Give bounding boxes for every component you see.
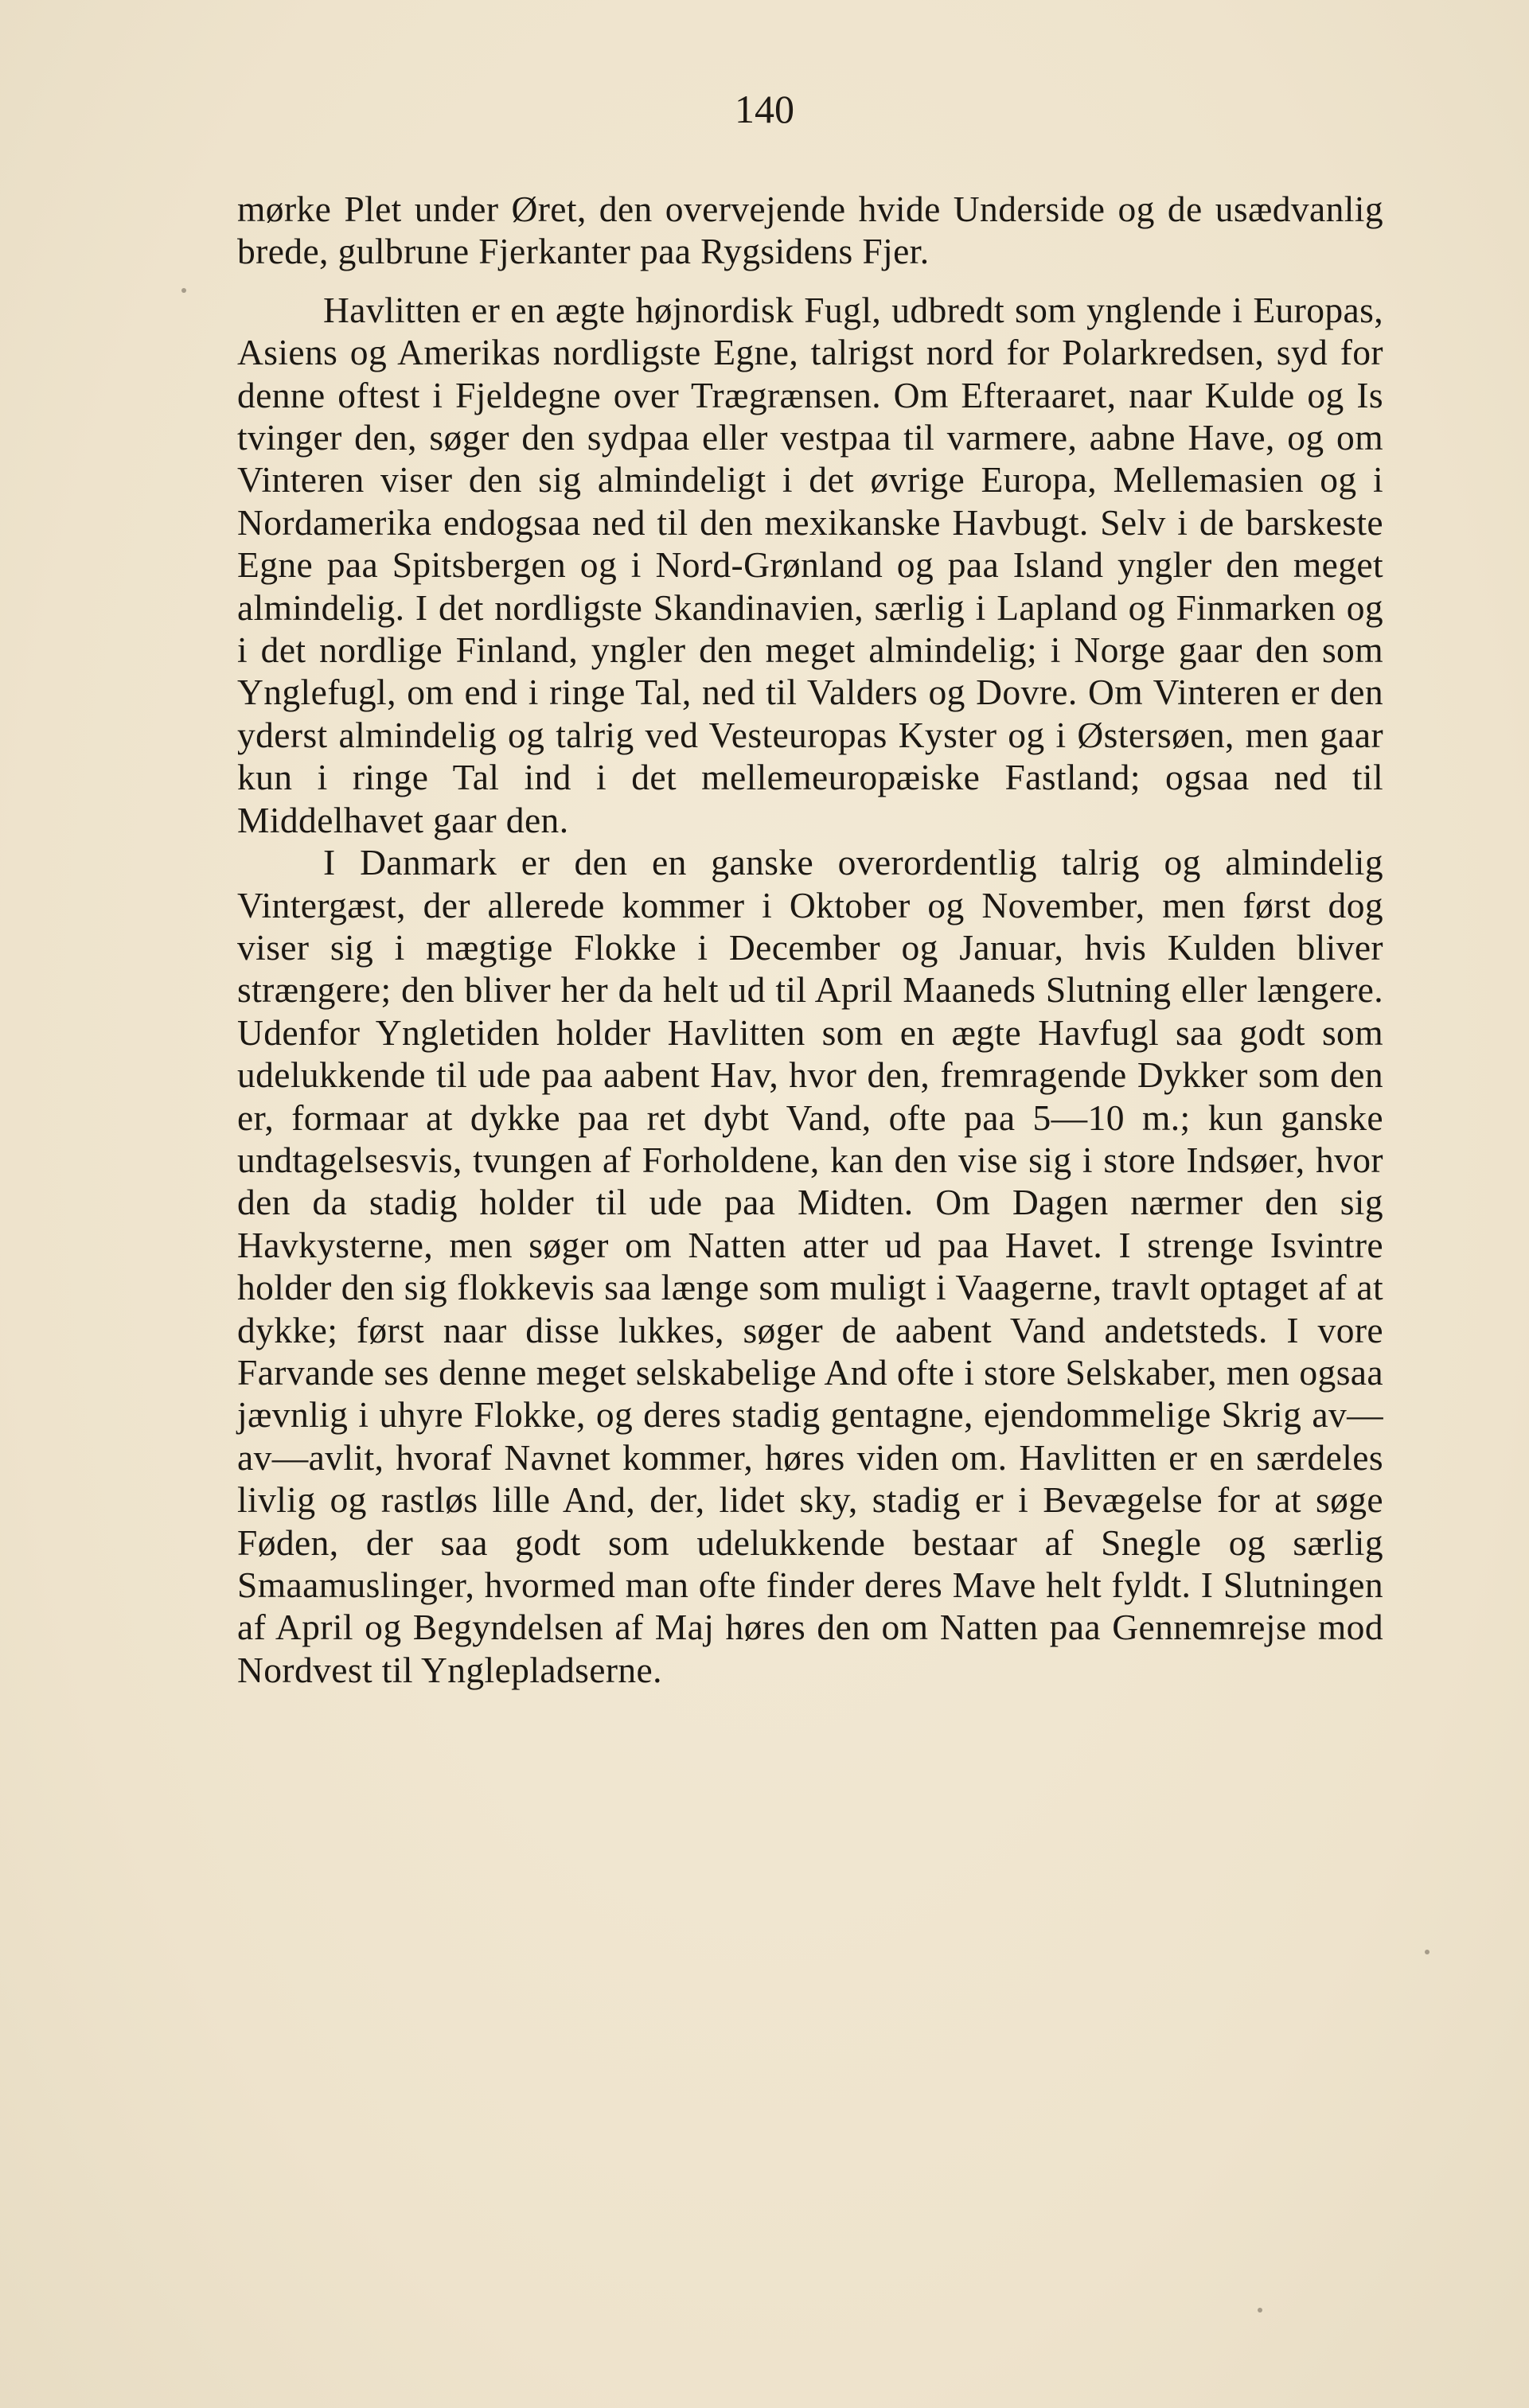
paragraph-continuation: mørke Plet under Øret, den overvejende hvide Underside og de usædvanlig brede, gulbrune Fjerkanter paa Rygsidens Fjer. (237, 189, 1383, 272)
paragraph-denmark: I Danmark er den en ganske overordentlig talrig og almindelig Vintergæst, der allerede kommer i Oktober og November, men først dog viser sig i mægtige Flokke i December og Januar, hvis Kulden bliver strængere; den bliver her da helt ud til April Maaneds Slutning eller længere. Udenfor Yngletiden holder Havlitten som en ægte Havfugl saa godt som udelukkende til ude paa aabent Hav, hvor den, fremragende Dykker som den er, formaar at dykke paa ret dybt Vand, ofte paa 5—10 m.; kun ganske undtagelsesvis, tvungen af Forholdene, kan den vise sig i store Indsøer, hvor den da stadig holder til ude paa Midten. Om Dagen nærmer den sig Havkysterne, men søger om Natten atter ud paa Havet. I strenge Isvintre holder den sig flokkevis saa længe som muligt i Vaagerne, travlt optaget af at dykke; først naar disse lukkes, søger de aabent Vand andetsteds. I vore Farvande ses denne meget selskabelige And ofte i store Selskaber, men ogsaa jævnlig i uhyre Flokke, og deres stadig gentagne, ejendommelige Skrig av—av—avlit, hvoraf Navnet kommer, høres viden om. Havlitten er en særdeles livlig og rastløs lille And, der, lidet sky, stadig er i Bevægelse for at søge Føden, der saa godt som udelukkende bestaar af Snegle og særlig Smaamuslinger, hvormed man ofte finder deres Mave helt fyldt. I Slutningen af April og Begyndelsen af Maj høres den om Natten paa Gennemrejse mod Nordvest til Ynglepladserne. (237, 842, 1383, 1690)
page-number: 140 (735, 87, 794, 131)
paragraph-distribution: Havlitten er en ægte højnordisk Fugl, udbredt som ynglende i Europas, Asiens og Amerikas nordligste Egne, talrigst nord for Polarkredsen, syd for denne oftest i Fjeldegne over Trægrænsen. Om Efteraaret, naar Kulde og Is tvinger den, søger den sydpaa eller vestpaa til varmere, aabne Have, og om Vinteren viser den sig almindeligt i det øvrige Europa, Mellemasien og i Nordamerika endogsaa ned til den mexikanske Havbugt. Selv i de barskeste Egne paa Spitsbergen og i Nord-Grønland og paa Island yngler den meget almindelig. I det nordligste Skandinavien, særlig i Lapland og Finmarken og i det nordlige Finland, yngler den meget almindelig; i Norge gaar den som Ynglefugl, om end i ringe Tal, ned til Valders og Dovre. Om Vinteren er den yderst almindelig og talrig ved Vesteuropas Kyster og i Østersøen, men gaar kun i ringe Tal ind i det mellemeuropæiske Fastland; ogsaa ned til Middelhavet gaar den. (237, 289, 1383, 840)
body-text (237, 188, 1383, 1691)
paper-speck (181, 288, 186, 293)
paper-speck (1258, 2308, 1262, 2313)
paper-speck (1425, 1950, 1430, 1954)
